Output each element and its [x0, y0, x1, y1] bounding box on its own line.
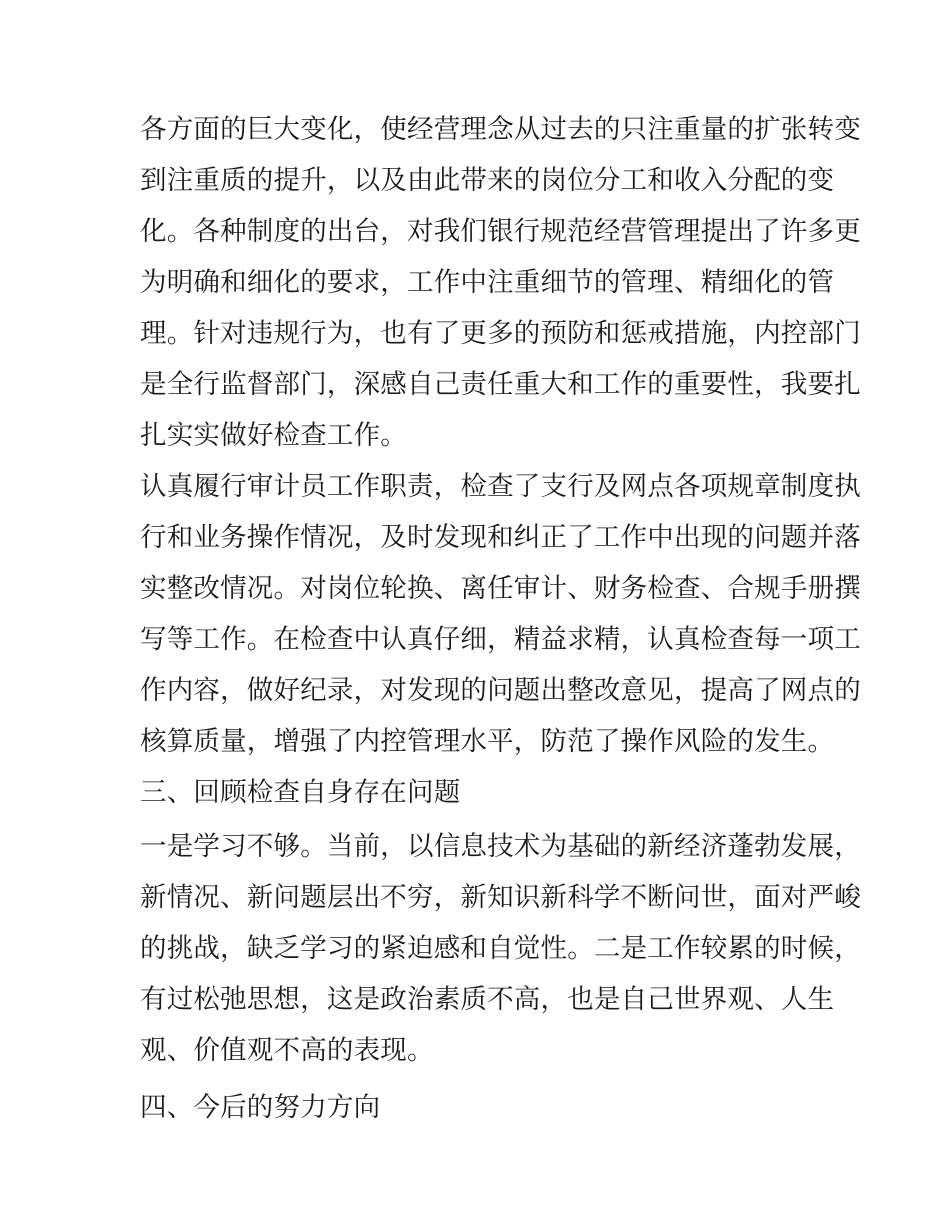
section-heading-3: 三、回顾检查自身存在问题 [140, 777, 461, 808]
text-line: 写等工作。在检查中认真仔细，精益求精，认真检查每一项工 [140, 624, 861, 655]
text-line: 行和业务操作情况，及时发现和纠正了工作中出现的问题并落 [140, 522, 861, 553]
text-line: 各方面的巨大变化，使经营理念从过去的只注重量的扩张转变 [140, 114, 861, 145]
text-line: 扎实实做好检查工作。 [140, 420, 407, 451]
document-body [140, 104, 861, 1133]
text-line: 认真履行审计员工作职责，检查了支行及网点各项规章制度执 [140, 471, 861, 502]
text-line: 一是学习不够。当前，以信息技术为基础的新经济蓬勃发展， [140, 831, 861, 862]
text-line: 核算质量，增强了内控管理水平，防范了操作风险的发生。 [140, 726, 835, 757]
text-line: 实整改情况。对岗位轮换、离任审计、财务检查、合规手册撰 [140, 573, 861, 604]
text-line: 有过松弛思想，这是政治素质不高，也是自己世界观、人生 [140, 984, 835, 1015]
text-line: 化。各种制度的出台，对我们银行规范经营管理提出了许多更 [140, 216, 861, 247]
text-line: 理。针对违规行为，也有了更多的预防和惩戒措施，内控部门 [140, 318, 861, 349]
text-line: 为明确和细化的要求，工作中注重细节的管理、精细化的管 [140, 267, 835, 298]
paragraph-3 [140, 821, 861, 1076]
text-line: 是全行监督部门，深感自己责任重大和工作的重要性，我要扎 [140, 369, 861, 400]
text-line: 的挑战，缺乏学习的紧迫感和自觉性。二是工作较累的时候， [140, 933, 861, 964]
paragraph-1 [140, 104, 861, 461]
text-line: 到注重质的提升，以及由此带来的岗位分工和收入分配的变 [140, 165, 835, 196]
text-line: 作内容，做好纪录，对发现的问题出整改意见，提高了网点的 [140, 675, 861, 706]
text-line: 新情况、新问题层出不穷，新知识新科学不断问世，面对严峻 [140, 882, 861, 913]
section-heading-4: 四、今后的努力方向 [140, 1092, 381, 1123]
text-line: 观、价值观不高的表现。 [140, 1035, 434, 1066]
paragraph-2 [140, 461, 861, 767]
